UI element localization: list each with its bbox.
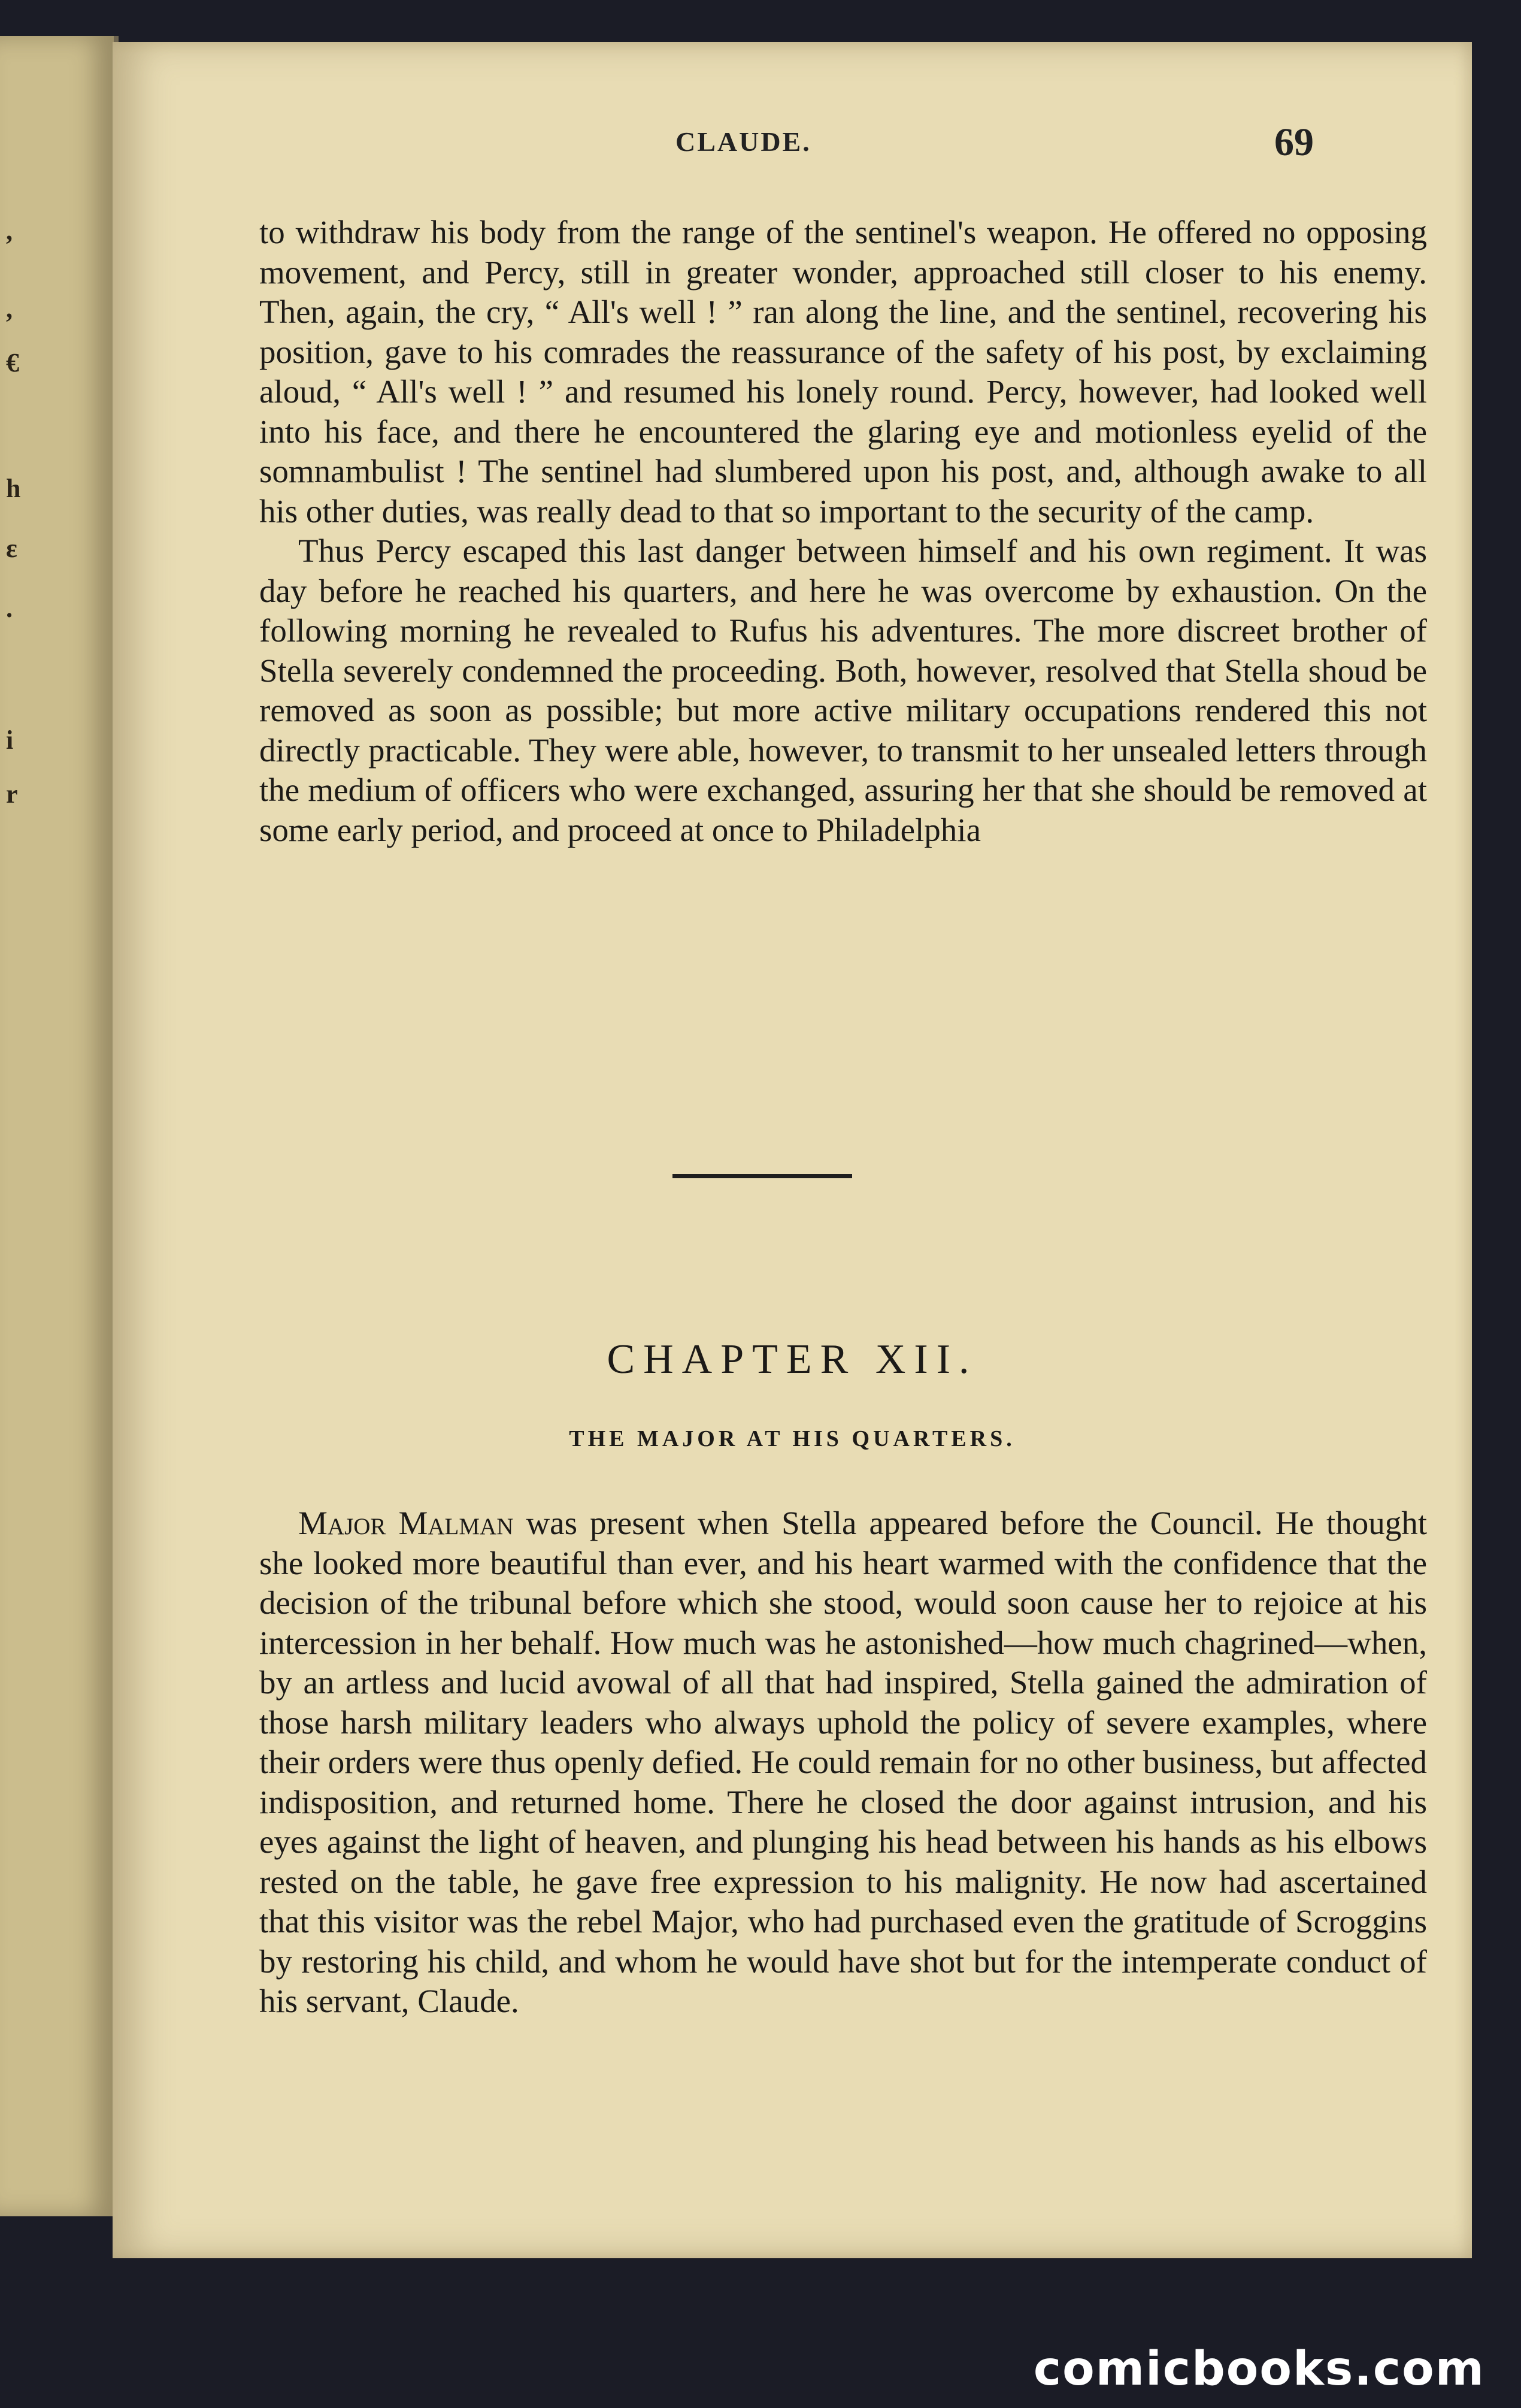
- page-number: 69: [1274, 120, 1314, 164]
- facing-page-edge: [0, 36, 119, 2216]
- facing-page-fragment: i: [6, 725, 14, 755]
- facing-page-fragment: ,: [6, 294, 13, 323]
- paragraph-body: was present when Stella appeared before the Council. He thought she looked more beautiful than ever, and his heart warmed with the confidence that the decision of the tribunal before which she stood, would soon cause her to rejoice at his intercession in her behalf. How much was he astonished—how much chagrined—when, by an artless and lucid avowal of all that had inspired, Stella gained the admiration of those harsh military leaders who always uphold the policy of severe examples, where their orders were thus openly defied. He could remain for no other business, but affected indisposition, and returned home. There he closed the door against intrusion, and his eyes against the light of heaven, and plunging his head between his hands as his elbows rested on the table, he gave free expression to his malignity. He now had ascertained that this visitor was the rebel Major, who had purchased even the gratitude of Scroggins by restoring his child, and whom he would have shot but for the intemperate conduct of his servant, Claude.: [259, 1505, 1427, 2019]
- chapter-text: [259, 1504, 1427, 2022]
- running-head: CLAUDE.: [675, 126, 811, 157]
- book-page: [113, 42, 1472, 2258]
- continued-text: [259, 213, 1427, 850]
- page-header: [113, 120, 1472, 174]
- chapter-title: CHAPTER XII.: [607, 1336, 978, 1383]
- facing-page-fragment: h: [6, 474, 21, 503]
- paragraph: [259, 1504, 1427, 2022]
- facing-page-fragment: r: [6, 779, 18, 809]
- facing-page-fragment: ,: [6, 216, 13, 246]
- facing-page-fragment: ε: [6, 534, 17, 563]
- paragraph: Thus Percy escaped this last danger between himself and his own regiment. It was day before he reached his quarters, and here he was overcome by exhaustion. On the following morning he revealed to Rufus his adventures. The more discreet brother of Stella severely condemned the proceeding. Both, however, resolved that Stella shoud be removed as soon as possible; but more active military occupations rendered this not directly practicable. They were able, however, to transmit to her unsealed letters through the medium of officers who were exchanged, assuring her that she should be removed at some early period, and proceed at once to Philadelphia: [259, 533, 1427, 848]
- facing-page-fragment: €: [6, 348, 19, 377]
- opening-small-caps: Major Malman: [298, 1505, 514, 1541]
- section-divider: [672, 1174, 852, 1178]
- chapter-subtitle: THE MAJOR AT HIS QUARTERS.: [569, 1426, 1016, 1451]
- paragraph: to withdraw his body from the range of the sentinel's weapon. He offered no opposing movement, and Percy, still in greater wonder, approached still closer to his enemy. Then, again, the cry, “ All's well ! ” ran along the line, and the sentinel, recovering his position, gave to his comrades the reassurance of the safety of his post, by exclaiming aloud, “ All's well ! ” and resumed his lonely round. Percy, however, had looked well into his face, and there he encountered the glaring eye and motionless eyelid of the somnambulist ! The sentinel had slumbered upon his post, and, although awake to all his other duties, was really dead to that so important to the security of the camp.: [259, 214, 1427, 530]
- watermark: comicbooks.com: [1033, 2342, 1485, 2396]
- facing-page-fragment: .: [6, 594, 13, 623]
